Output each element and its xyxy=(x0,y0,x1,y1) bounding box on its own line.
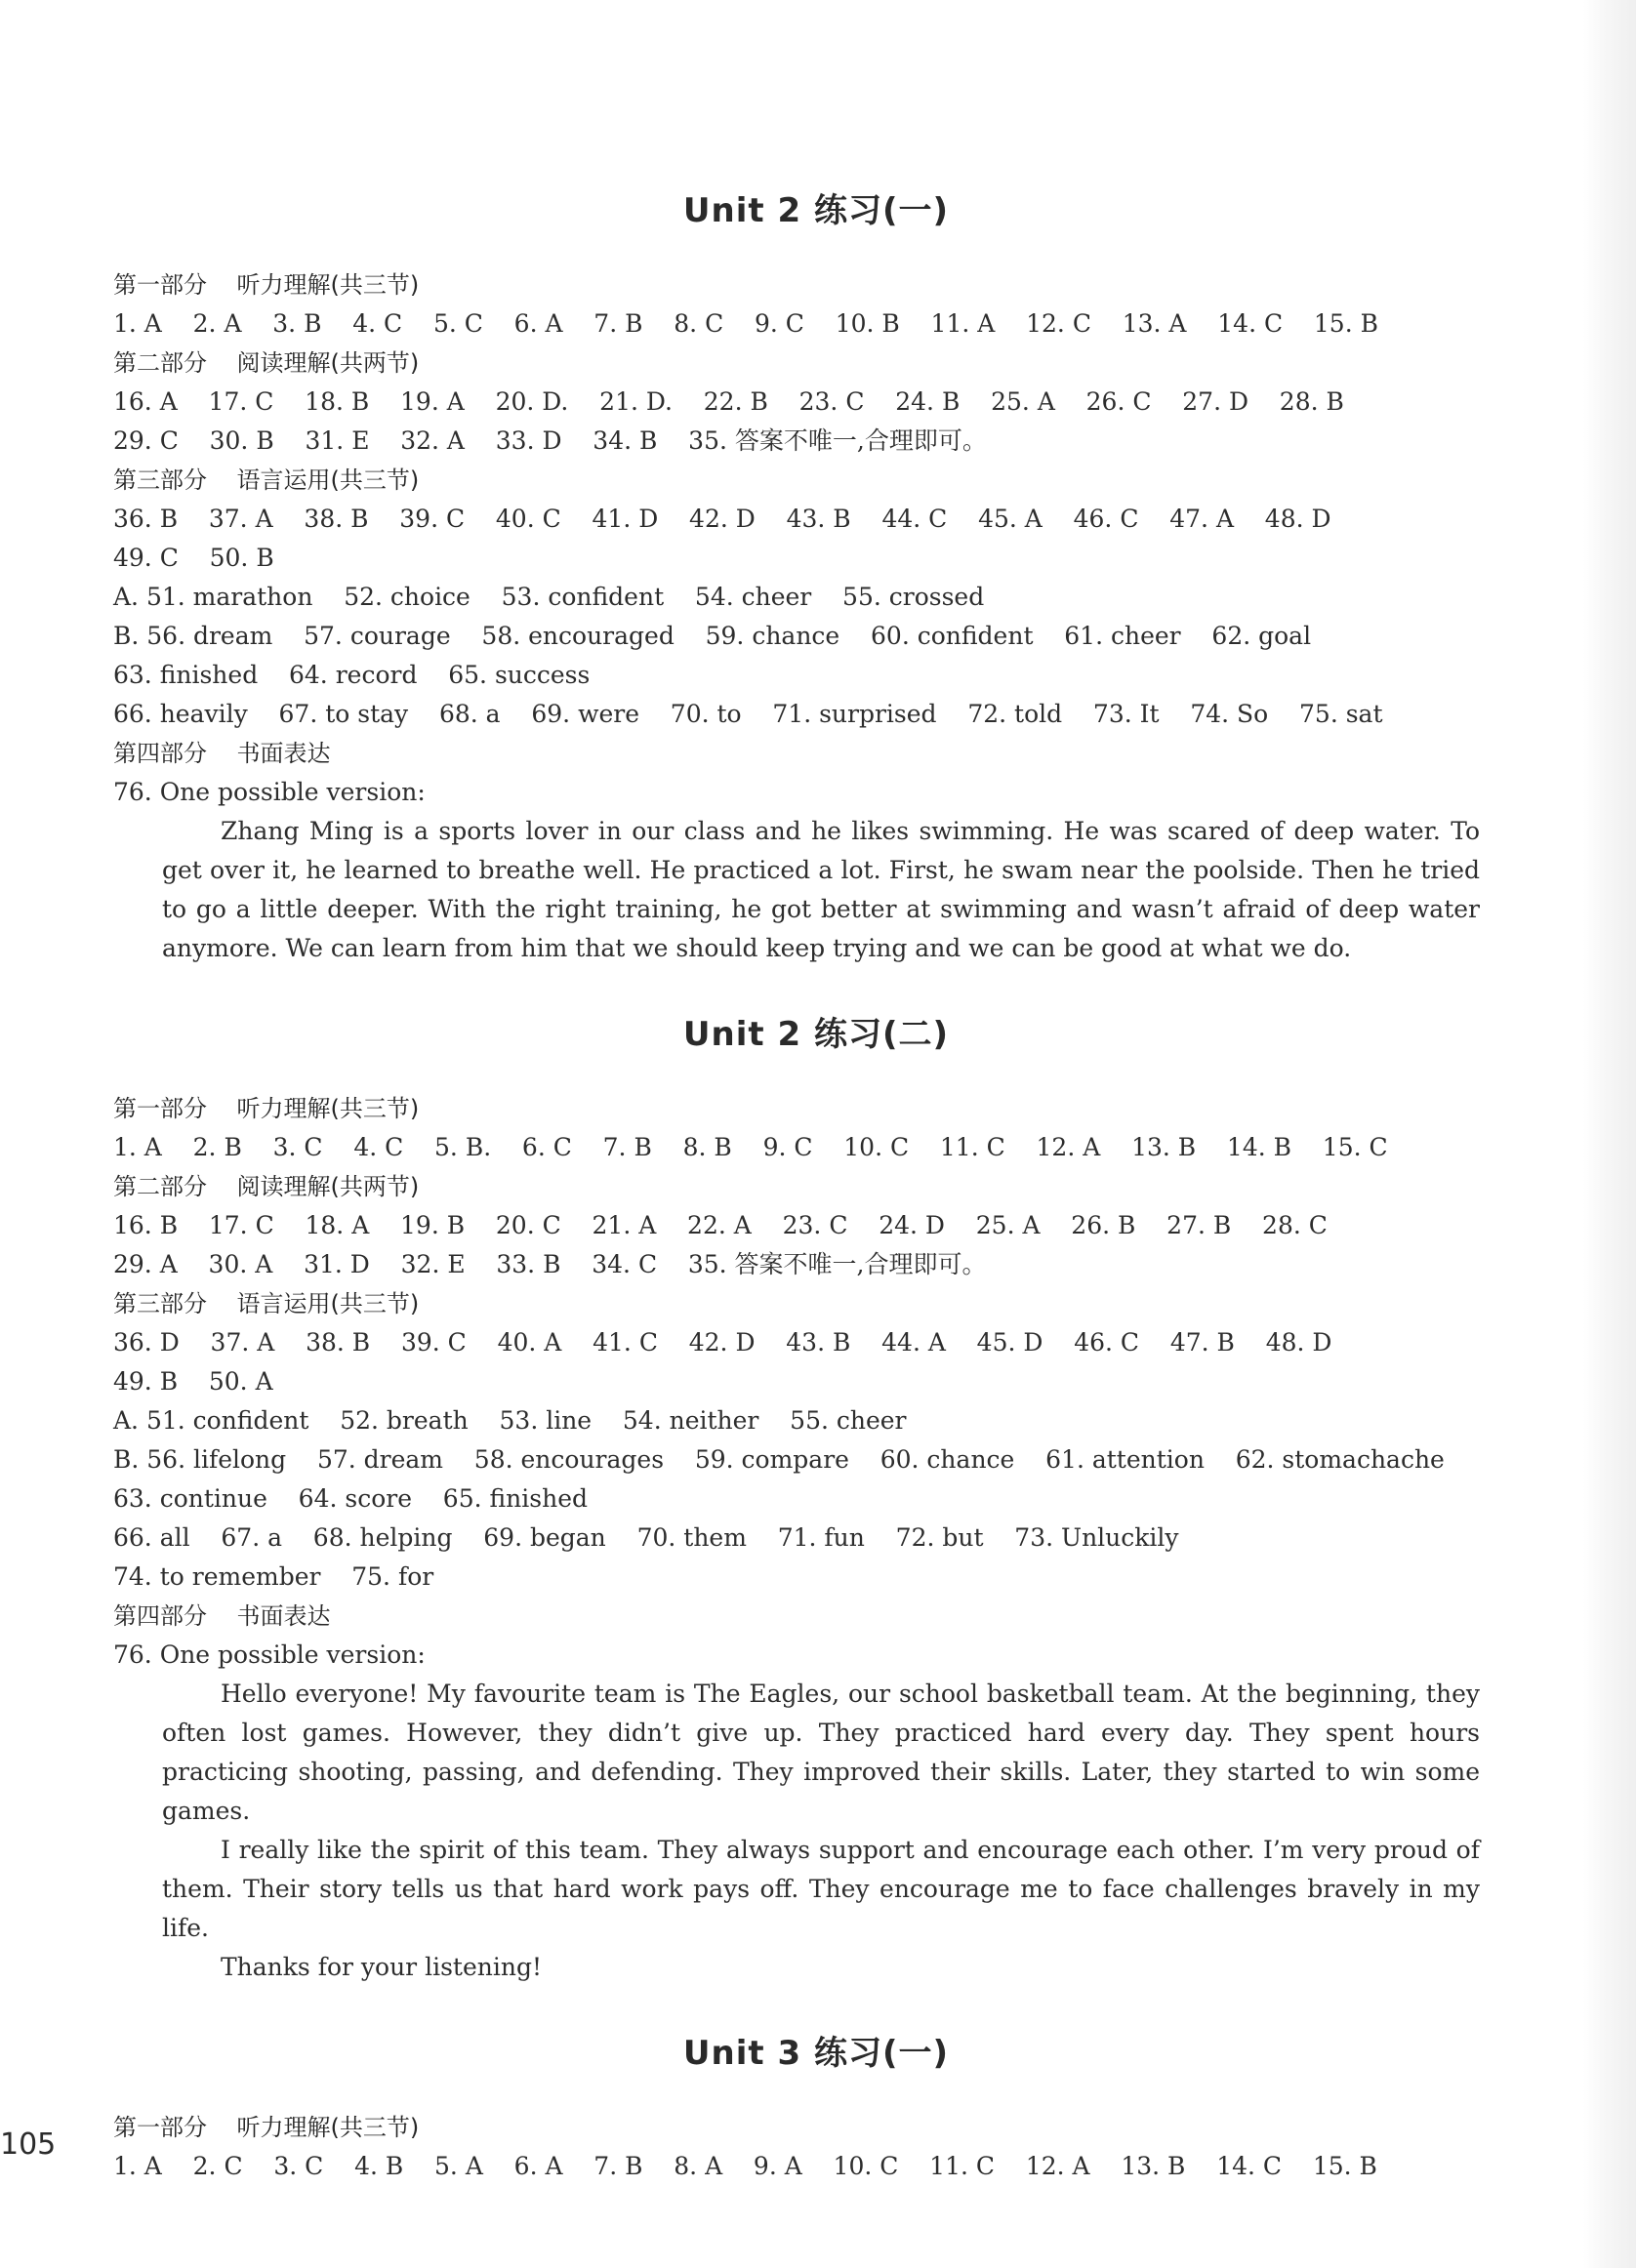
section-heading: 第一部分 听力理解(共三节) xyxy=(113,1095,420,1122)
page-edge-shadow xyxy=(1583,0,1636,2268)
unit-block xyxy=(113,176,1480,968)
answer-line: B. 56. dream 57. courage 58. encouraged 59. chance 60. confident 61. cheer 62. goal xyxy=(113,622,1312,650)
answer-line: 16. B 17. C 18. A 19. B 20. C 21. A 22. A 23. C 24. D 25. A 26. B 27. B 28. C xyxy=(113,1211,1328,1239)
answer-line: A. 51. confident 52. breath 53. line 54. neither 55. cheer xyxy=(113,1406,907,1435)
unit-title: Unit 3 练习(一) xyxy=(682,2034,950,2073)
answer-line: 1. A 2. B 3. C 4. C 5. B. 6. C 7. B 8. B 9. C 10. C 11. C 12. A 13. B 14. B 15. C xyxy=(113,1133,1388,1161)
section-heading: 第四部分 书面表达 xyxy=(113,1602,331,1630)
answer-line: 66. all 67. a 68. helping 69. began 70. them 71. fun 72. but 73. Unluckily xyxy=(113,1523,1179,1552)
answer-line: 49. B 50. A xyxy=(113,1367,273,1396)
unit-block xyxy=(113,999,1480,1987)
answer-line: 36. D 37. A 38. B 39. C 40. A 41. C 42. D 43. B 44. A 45. D 46. C 47. B 48. D xyxy=(113,1328,1332,1357)
answer-line: 76. One possible version: xyxy=(113,1640,426,1669)
unit-title: Unit 2 练习(一) xyxy=(682,191,950,230)
section-heading: 第四部分 书面表达 xyxy=(113,740,331,767)
answer-line: 74. to remember 75. for xyxy=(113,1562,434,1591)
answer-key-content xyxy=(113,176,1480,2186)
section-heading: 第二部分 阅读理解(共两节) xyxy=(113,349,420,377)
answer-line: 63. finished 64. record 65. success xyxy=(113,661,591,689)
answer-line: 1. A 2. C 3. C 4. B 5. A 6. A 7. B 8. A 9. A 10. C 11. C 12. A 13. B 14. C 15. B xyxy=(113,2152,1377,2180)
answer-line: 16. A 17. C 18. B 19. A 20. D. 21. D. 22. B 23. C 24. B 25. A 26. C 27. D 28. B xyxy=(113,387,1344,416)
section-heading: 第三部分 语言运用(共三节) xyxy=(113,466,420,494)
answer-line: 29. C 30. B 31. E 32. A 33. D 34. B 35. 答案不唯一,合理即可。 xyxy=(113,426,987,455)
answer-line: 63. continue 64. score 65. finished xyxy=(113,1484,589,1513)
essay-paragraph: I really like the spirit of this team. They always support and encourage each other. I’m very proud of them. Their story tells us that hard work pays off. They encourage me to face challenges bravely in my life. xyxy=(162,1836,1480,1942)
essay-paragraph: Zhang Ming is a sports lover in our class and he likes swimming. He was scared of deep water. To get over it, he learned to breathe well. He practiced a lot. First, he swam near the poolside. Then he tried to go a little deeper. With the right training, he got better at swimming and wasn’t afraid of deep water anymore. We can learn from him that we should keep trying and we can be good at what we do. xyxy=(162,817,1480,962)
answer-line: B. 56. lifelong 57. dream 58. encourages 59. compare 60. chance 61. attention 62. stomachache xyxy=(113,1445,1445,1474)
section-heading: 第二部分 阅读理解(共两节) xyxy=(113,1173,420,1200)
answer-line: 49. C 50. B xyxy=(113,544,274,572)
answer-line: A. 51. marathon 52. choice 53. confident 54. cheer 55. crossed xyxy=(113,583,985,611)
section-heading: 第三部分 语言运用(共三节) xyxy=(113,1290,420,1317)
answer-line: 29. A 30. A 31. D 32. E 33. B 34. C 35. 答案不唯一,合理即可。 xyxy=(113,1250,987,1278)
answer-line: 1. A 2. A 3. B 4. C 5. C 6. A 7. B 8. C 9. C 10. B 11. A 12. C 13. A 14. C 15. B xyxy=(113,309,1378,338)
answer-line: 76. One possible version: xyxy=(113,778,426,806)
essay-paragraph: Hello everyone! My favourite team is The Eagles, our school basketball team. At the beginning, they often lost games. However, they didn’t give up. They practiced hard every day. They spent hours practicing shooting, passing, and defending. They improved their skills. Later, they started to win some games. xyxy=(162,1680,1480,1825)
unit-block xyxy=(113,2018,1480,2186)
answer-line: 66. heavily 67. to stay 68. a 69. were 70. to 71. surprised 72. told 73. It 74. So 75. sat xyxy=(113,700,1383,728)
essay-paragraph: Thanks for your listening! xyxy=(221,1953,542,1981)
unit-title: Unit 2 练习(二) xyxy=(682,1015,950,1054)
answer-line: 36. B 37. A 38. B 39. C 40. C 41. D 42. D 43. B 44. C 45. A 46. C 47. A 48. D xyxy=(113,505,1331,533)
section-heading: 第一部分 听力理解(共三节) xyxy=(113,2114,420,2141)
page-number: 105 xyxy=(0,2127,57,2162)
section-heading: 第一部分 听力理解(共三节) xyxy=(113,271,420,299)
